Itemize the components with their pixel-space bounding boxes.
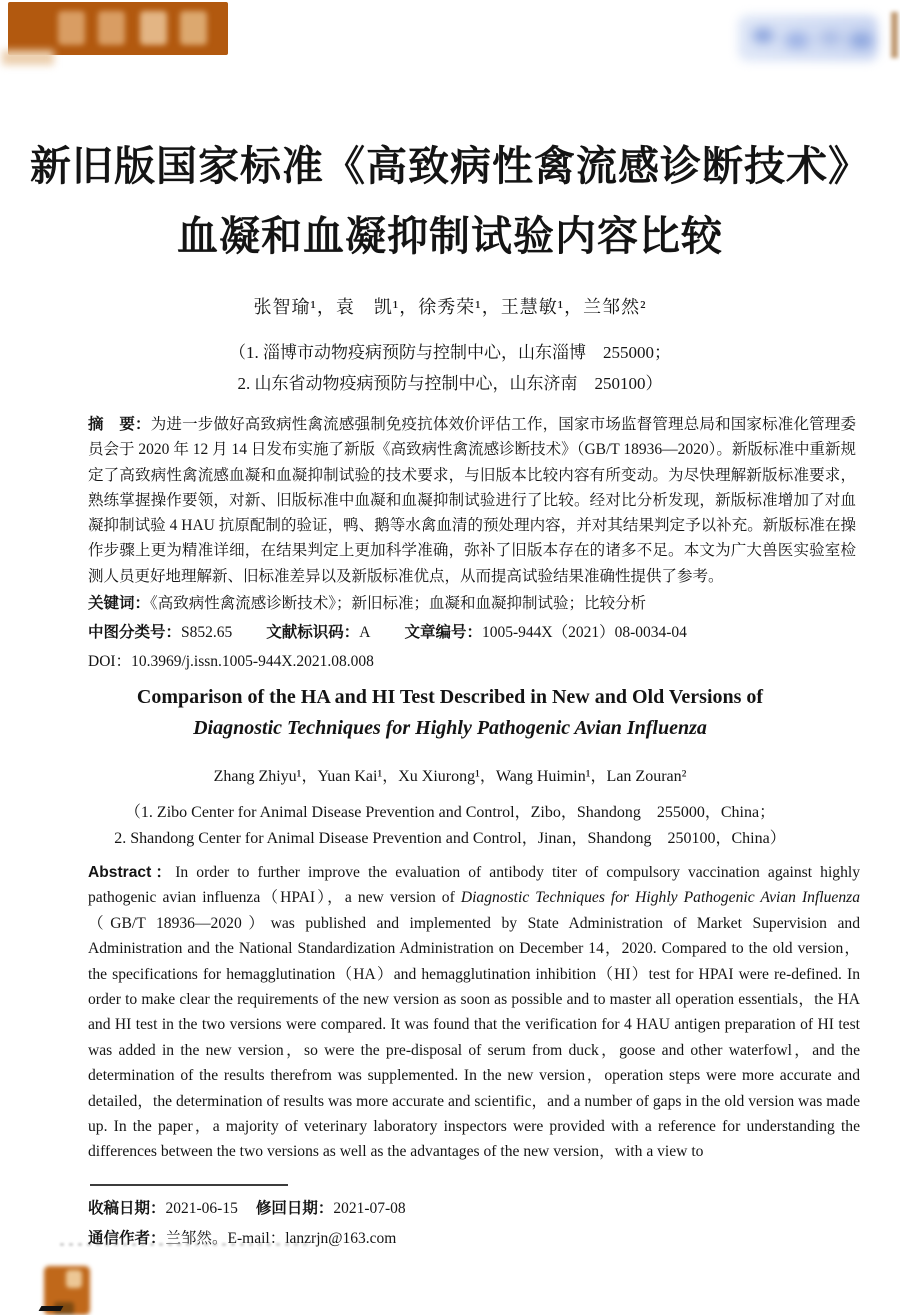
- email-value: lanzrjn@163.com: [285, 1230, 397, 1247]
- authors-cn: 张智瑜¹，袁 凯¹，徐秀荣¹，王慧敏¹，兰邹然²: [253, 297, 647, 317]
- revised-label: 修回日期：: [255, 1200, 334, 1217]
- banner-glyph-blur: [140, 11, 167, 45]
- authors-en: Zhang Zhiyu¹，Yuan Kai¹，Xu Xiurong¹，Wang Huimin¹，Lan Zouran²: [213, 768, 687, 785]
- paper-title-en-line2: Diagnostic Techniques for Highly Pathogenic Avian Influenza: [193, 717, 707, 739]
- paper-title-cn-line2: 血凝和血凝抑制试验内容比较: [177, 213, 723, 259]
- article-id-label: 文章编号：: [404, 624, 482, 641]
- abstract-en-part1: In order to further improve the evaluation of antibody titer of compulsory vaccination against highly pathogenic avian influenza（HPAI），a new version of: [88, 864, 861, 907]
- affiliation-cn-1: （1. 淄博市动物疫病预防与控制中心，山东淄博 255000；: [229, 343, 671, 362]
- article-id-value: 1005-944X（2021）08-0034-04: [482, 624, 687, 641]
- doi-line: [88, 649, 374, 671]
- badge-ink-mark: [39, 1306, 64, 1311]
- email-label: E-mail：: [227, 1230, 286, 1247]
- abstract-cn-text: 为进一步做好高致病性禽流感强制免疫抗体效价评估工作，国家市场监督管理总局和国家标准化管理委员会于 2020 年 12 月 14 日发布实施了新版《高致病性禽流感诊断技术》（GB/T 18936—2020）。新版标准中重新规定了高致病性禽流感血凝和血凝抑制试验的技术要求，与旧版本比较内容有所变动。为尽快理解新版标准要求，熟练掌握操作要领，对新、旧版标准中血凝和血凝抑制试验进行了比较。经对比分析发现，新版标准增加了对血凝抑制试验 4 HAU 抗原配制的验证，鸭、鹅等水禽血清的预处理内容，并对其结果判定予以补充。新版标准在操作步骤上更为精准详细，在结果判定上更加科学准确，弥补了旧版本存在的诸多不足。本文为广大兽医实验室检测人员更好地理解新、旧标准差异以及新版标准优点，从而提高试验结果准确性提供了参考。: [88, 416, 856, 585]
- paper-title-cn-line1: 新旧版国家标准《高致病性禽流感诊断技术》: [30, 143, 870, 189]
- abstract-cn: [88, 412, 856, 589]
- keywords-label: 关键词：: [88, 595, 151, 612]
- doc-code-value: A: [359, 624, 371, 641]
- abstract-en-part2: （GB/T 18936—2020）was published and implemented by State Administration of Market Supervision and Administration and the National Standardization Administration on December 14，2020. Compared to the old version，the specifications for hemagglutination（HA）and hemagglutination inhibition（HI）test for HPAI were re-defined. In order to make clear the requirements of the new version as soon as possible and to master all operation essentials，the HA and HI test in the two versions were compared. It was found that the verification for 4 HAU antigen preparation of HI test was added in the new version，so were the pre-disposal of serum from duck，goose and other waterfowl，and the determination of the results therefrom was supplemented. In the new version，operation steps were more accurate and detailed，the determination of results was more accurate and scientific，and a number of gaps in the old version was made up. In the paper，a majority of veterinary laboratory inspectors were provided with a reference for understanding the differences between the two versions as well as the advantages of the new version，with a view to: [88, 914, 860, 1161]
- banner-glyph-blur: [58, 11, 85, 45]
- abstract-en-book-title: Diagnostic Techniques for Highly Pathogenic Avian Influenza: [460, 889, 860, 907]
- keywords-cn: [88, 591, 856, 613]
- received-value: 2021-06-15: [165, 1200, 238, 1217]
- abstract-en-label: Abstract：: [88, 864, 176, 881]
- doc-code-label: 文献标识码：: [266, 624, 360, 641]
- footnote-rule: [90, 1184, 288, 1186]
- received-label: 收稿日期：: [88, 1200, 166, 1217]
- corresponding-label: 通信作者：: [88, 1230, 166, 1247]
- banner-smudge: [2, 50, 54, 65]
- affiliation-en-2: 2. Shandong Center for Animal Disease Prevention and Control，Jinan，Shandong 250100，China）: [114, 830, 786, 847]
- abstract-cn-label: 摘 要：: [88, 416, 151, 433]
- corresponding-name: 兰邹然。: [165, 1230, 228, 1247]
- banner-glyph-blur: [180, 11, 207, 45]
- badge-highlight: [66, 1270, 82, 1288]
- affiliation-cn-2: 2. 山东省动物疫病预防与控制中心，山东济南 250100）: [237, 374, 663, 393]
- footnote-dates: [88, 1196, 406, 1218]
- affiliation-en-1: （1. Zibo Center for Animal Disease Prevention and Control，Zibo，Shandong 255000，China；: [124, 804, 776, 821]
- banner-glyph-blur: [98, 11, 125, 45]
- scan-edge-artifact: [891, 12, 898, 58]
- clc-value: S852.65: [181, 624, 233, 641]
- doi-value: 10.3969/j.issn.1005-944X.2021.08.008: [131, 653, 374, 670]
- journal-column-banner: [8, 2, 228, 55]
- journal-logo-blurred: [738, 15, 878, 61]
- doi-label: DOI：: [88, 653, 132, 670]
- scan-noise: [60, 1243, 310, 1246]
- classification-line: [88, 620, 878, 642]
- keywords-text: 《高致病性禽流感诊断技术》；新旧标准；血凝和血凝抑制试验；比较分析: [150, 595, 647, 612]
- abstract-en: [88, 860, 860, 1165]
- revised-value: 2021-07-08: [333, 1200, 406, 1217]
- clc-label: 中图分类号：: [88, 624, 182, 641]
- paper-title-en-line1: Comparison of the HA and HI Test Described in New and Old Versions of: [136, 686, 764, 708]
